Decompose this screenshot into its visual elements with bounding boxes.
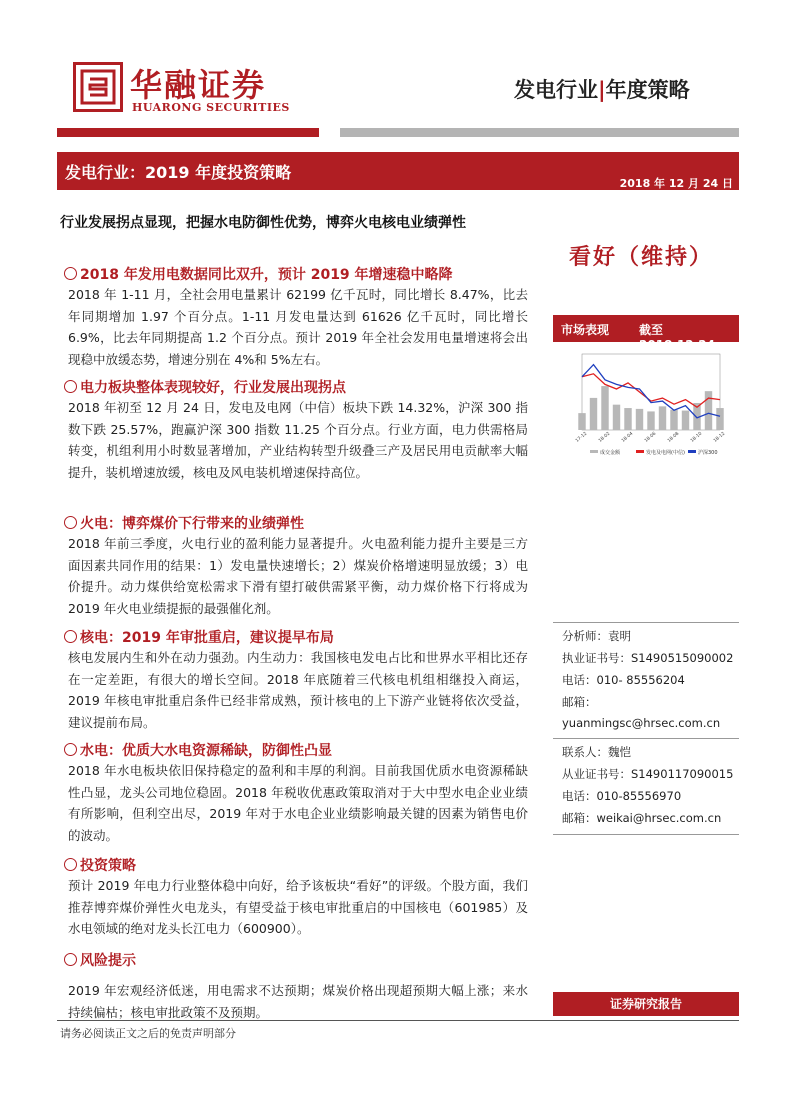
label: 从业证书号：	[562, 767, 631, 781]
section-title-text: 2018 年发用电数据同比双升，预计 2019 年增速稳中略降	[80, 267, 453, 283]
section-title	[64, 264, 453, 284]
contact-name	[562, 744, 631, 760]
analyst-name	[562, 628, 631, 644]
header-bar-red	[57, 128, 319, 137]
volume-bar	[601, 386, 608, 430]
volume-bar	[578, 413, 585, 430]
section-body: 2019 年宏观经济低迷，用电需求不达预期；煤炭价格出现超预期大幅上涨；来水持续偏枯；核电审批政策不及预期。	[68, 983, 528, 1020]
section-title-text: 电力板块整体表现较好，行业发展出现拐点	[80, 380, 346, 396]
section-title	[64, 513, 304, 533]
market-performance-band	[553, 315, 739, 352]
report-type-industry: 发电行业	[514, 78, 598, 102]
volume-bar	[670, 410, 677, 430]
divider	[553, 738, 739, 739]
x-tick-label: 17-12	[575, 431, 589, 444]
section-body: 核电发展内生和外在动力强劲。内生动力：我国核电发电占比和世界水平相比还存在一定差距，有很大的增长空间。2018 年底随着三代核电机组相继投入商运，2019 年核电审批重启条件已经非常成熟，预计核电的上下游产业链将依次受益，建议提前布局。	[68, 650, 528, 730]
legend-label: 成交金额	[600, 450, 621, 456]
x-tick-label: 18-02	[598, 431, 612, 444]
volume-bar	[705, 391, 712, 430]
section-title-text: 核电：2019 年审批重启，建议提早布局	[80, 630, 334, 646]
section-body: 2018 年初至 12 月 24 日，发电及电网（中信）板块下跌 14.32%，沪深 300 指数下跌 25.57%，跑赢沪深 300 指数 11.25 个百分点。行业方面，电力供需格局转变，机组利用小时数显著增加，产业结构转型升级叠三产及居民用电贡献率大幅提升，装机增速放缓，核电及风电装机增速保持高位。	[68, 400, 528, 480]
market-date: 截至 2018.12.24	[639, 323, 715, 352]
section-title	[64, 855, 136, 875]
report-type-separator: |	[598, 78, 606, 102]
report-type-kind: 年度策略	[605, 78, 690, 102]
divider	[553, 622, 739, 623]
value: S1490117090015	[631, 767, 734, 781]
legend-swatch	[590, 450, 598, 453]
volume-bar	[682, 411, 689, 430]
report-title: 发电行业：2019 年度投资策略	[65, 163, 292, 182]
company-name-cn: 华融证券	[130, 66, 267, 104]
section-title	[64, 627, 334, 647]
report-subtitle: 行业发展拐点显现，把握水电防御性优势，博弈火电核电业绩弹性	[60, 215, 466, 231]
volume-bar	[716, 408, 723, 430]
section-bullet-icon	[64, 516, 77, 529]
section-bullet-icon	[64, 267, 77, 280]
section-bullet-icon	[64, 630, 77, 643]
divider	[553, 834, 739, 835]
section-title	[64, 950, 136, 970]
contact-email[interactable]	[562, 810, 721, 826]
section-bullet-icon	[64, 380, 77, 393]
footer-rule	[57, 1020, 739, 1021]
legend-label: 沪深300	[698, 450, 718, 456]
analyst-email-label: 邮箱：	[562, 695, 597, 709]
x-tick-label: 18-08	[667, 431, 681, 444]
section-title-text: 水电：优质大水电资源稀缺，防御性凸显	[80, 743, 332, 759]
x-tick-label: 18-12	[713, 431, 727, 444]
label: 执业证书号：	[562, 651, 631, 665]
contact-phone	[562, 788, 681, 804]
securities-research-report-label: 证券研究报告	[553, 992, 739, 1016]
section-title	[64, 740, 332, 760]
section-body: 2018 年水电板块依旧保持稳定的盈利和丰厚的利润。目前我国优质水电资源稀缺性凸显，龙头公司地位稳固。2018 年税收优惠政策取消对于大中型水电企业业绩有所影响，但利空出尽，2019 年对于水电企业业绩影响最关键的因素为销售电价的波动。	[68, 763, 528, 843]
analyst-cert	[562, 650, 733, 666]
market-chart-svg	[560, 350, 740, 460]
contact-cert	[562, 766, 733, 782]
analyst-phone	[562, 672, 685, 688]
section-bullet-icon	[64, 953, 77, 966]
volume-bar	[590, 398, 597, 430]
market-chart	[560, 350, 740, 460]
report-type	[514, 74, 690, 104]
volume-bar	[613, 405, 620, 430]
volume-bar	[636, 409, 643, 430]
volume-bar	[659, 406, 666, 430]
x-tick-label: 18-10	[690, 431, 704, 444]
label: 电话：	[562, 673, 597, 687]
legend-swatch	[636, 450, 644, 453]
section-title-text: 风险提示	[80, 953, 136, 969]
report-date: 2018 年 12 月 24 日	[619, 177, 733, 190]
x-tick-label: 18-06	[644, 431, 658, 444]
rating: 看好（维持）	[569, 245, 714, 270]
value: 魏恺	[608, 745, 631, 759]
label: 邮箱：	[562, 811, 597, 825]
volume-bar	[647, 411, 654, 430]
section-body: 2018 年前三季度，火电行业的盈利能力显著提升。火电盈利能力提升主要是三方面因素共同作用的结果：1）发电量快速增长；2）煤炭价格增速明显放缓；3）电价提升。动力煤供给宽松需求下滑有望打破供需紧平衡，动力煤价格下行将成为 2019 年火电业绩提振的最强催化剂。	[68, 536, 528, 616]
section-bullet-icon	[64, 858, 77, 871]
label: 联系人：	[562, 745, 608, 759]
x-tick-label: 18-04	[621, 431, 635, 444]
section-bullet-icon	[64, 743, 77, 756]
header-bar-gray	[340, 128, 739, 137]
market-label: 市场表现	[561, 323, 610, 337]
legend-label: 发电及电网(中信)	[646, 450, 685, 456]
label: 分析师：	[562, 629, 608, 643]
volume-bar	[624, 408, 631, 430]
value: 袁明	[608, 629, 631, 643]
value: 010- 85556204	[596, 673, 685, 687]
section-body: 2018 年 1-11 月，全社会用电量累计 62199 亿千瓦时，同比增长 8.47%，比去年同期增加 1.97 个百分点。1-11 月发电量达到 61626 亿千瓦时，同比增长 6.9%，比去年同期提高 1.2 个百分点。预计 2019 年全社会发用电量增速将会出现稳中放缓态势，增速分别在 4%和 5%左右。	[68, 287, 528, 367]
section-title-text: 火电：博弈煤价下行带来的业绩弹性	[80, 516, 304, 532]
label: 电话：	[562, 789, 597, 803]
disclaimer-note: 请务必阅读正文之后的免责声明部分	[60, 1027, 236, 1040]
company-name-en: HUARONG SECURITIES	[132, 101, 290, 114]
company-logo-icon	[73, 62, 123, 112]
legend-swatch	[688, 450, 696, 453]
analyst-email[interactable]: yuanmingsc@hrsec.com.cn	[562, 716, 721, 730]
section-body: 预计 2019 年电力行业整体稳中向好，给予该板块“看好”的评级。个股方面，我们推荐博弈煤价弹性火电龙头，有望受益于核电审批重启的中国核电（601985）及水电领域的绝对龙头长江电力（600900）。	[68, 878, 528, 936]
value[interactable]: weikai@hrsec.com.cn	[596, 811, 722, 825]
value: 010-85556970	[596, 789, 682, 803]
section-title	[64, 377, 346, 397]
value: S1490515090002	[631, 651, 734, 665]
section-title-text: 投资策略	[80, 858, 136, 874]
